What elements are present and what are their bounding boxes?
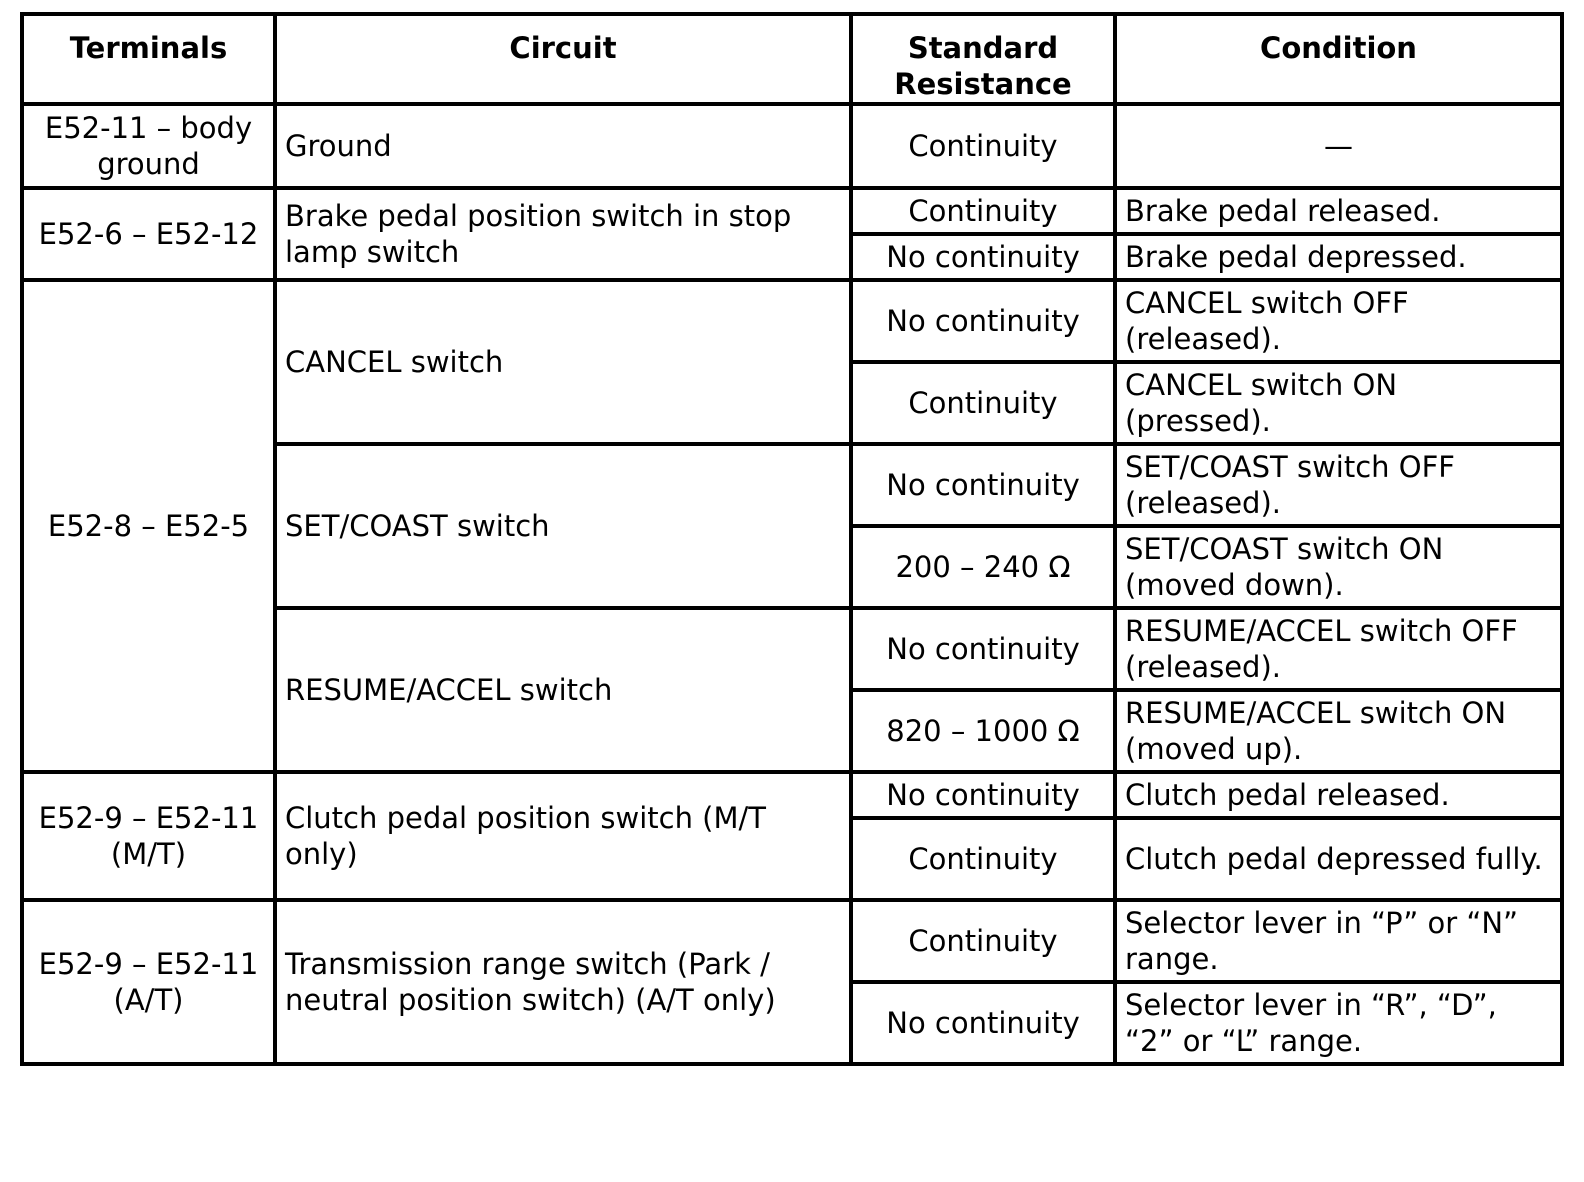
- terminals-cell: E52-9 – E52-11 (A/T): [22, 900, 275, 1064]
- circuit-cell: SET/COAST switch: [275, 444, 851, 608]
- header-terminals: Terminals: [22, 14, 275, 104]
- terminals-cell: E52-11 – body ground: [22, 104, 275, 188]
- resistance-cell: No continuity: [851, 280, 1115, 362]
- resistance-cell: Continuity: [851, 362, 1115, 444]
- resistance-cell: No continuity: [851, 234, 1115, 280]
- resistance-cell: 820 – 1000 Ω: [851, 690, 1115, 772]
- resistance-cell: No continuity: [851, 772, 1115, 818]
- resistance-cell: No continuity: [851, 444, 1115, 526]
- resistance-cell: Continuity: [851, 104, 1115, 188]
- circuit-cell: RESUME/ACCEL switch: [275, 608, 851, 772]
- header-standard-resistance-line1: Standard: [907, 31, 1059, 65]
- header-condition: Condition: [1115, 14, 1562, 104]
- resistance-cell: Continuity: [851, 818, 1115, 900]
- table-row: [22, 188, 1562, 234]
- circuit-cell: CANCEL switch: [275, 280, 851, 444]
- resistance-cell: 200 – 240 Ω: [851, 526, 1115, 608]
- circuit-cell: Clutch pedal position switch (M/T only): [275, 772, 851, 900]
- continuity-table: [20, 12, 1564, 1066]
- resistance-cell: No continuity: [851, 608, 1115, 690]
- condition-cell: Clutch pedal released.: [1115, 772, 1562, 818]
- resistance-cell: Continuity: [851, 900, 1115, 982]
- condition-cell: —: [1115, 104, 1562, 188]
- circuit-cell: Brake pedal position switch in stop lamp switch: [275, 188, 851, 280]
- condition-cell: RESUME/ACCEL switch ON (moved up).: [1115, 690, 1562, 772]
- terminals-cell: E52-9 – E52-11 (M/T): [22, 772, 275, 900]
- resistance-cell: No continuity: [851, 982, 1115, 1064]
- condition-cell: Clutch pedal depressed fully.: [1115, 818, 1562, 900]
- condition-cell: Brake pedal released.: [1115, 188, 1562, 234]
- terminals-cell: E52-8 – E52-5: [22, 280, 275, 772]
- terminals-cell: E52-6 – E52-12: [22, 188, 275, 280]
- header-circuit: Circuit: [275, 14, 851, 104]
- condition-cell: RESUME/ACCEL switch OFF (released).: [1115, 608, 1562, 690]
- condition-cell: Selector lever in “R”, “D”, “2” or “L” range.: [1115, 982, 1562, 1064]
- header-row: [22, 14, 1562, 104]
- condition-cell: CANCEL switch OFF (released).: [1115, 280, 1562, 362]
- circuit-cell: Ground: [275, 104, 851, 188]
- header-standard-resistance-line2: Resistance: [894, 67, 1072, 101]
- table-row: [22, 280, 1562, 362]
- resistance-cell: Continuity: [851, 188, 1115, 234]
- header-standard-resistance: [851, 14, 1115, 104]
- table-row: [22, 104, 1562, 188]
- condition-cell: SET/COAST switch OFF (released).: [1115, 444, 1562, 526]
- circuit-cell: Transmission range switch (Park / neutral position switch) (A/T only): [275, 900, 851, 1064]
- condition-cell: CANCEL switch ON (pressed).: [1115, 362, 1562, 444]
- condition-cell: Selector lever in “P” or “N” range.: [1115, 900, 1562, 982]
- table-row: [22, 900, 1562, 982]
- condition-cell: Brake pedal depressed.: [1115, 234, 1562, 280]
- table-row: [22, 772, 1562, 818]
- condition-cell: SET/COAST switch ON (moved down).: [1115, 526, 1562, 608]
